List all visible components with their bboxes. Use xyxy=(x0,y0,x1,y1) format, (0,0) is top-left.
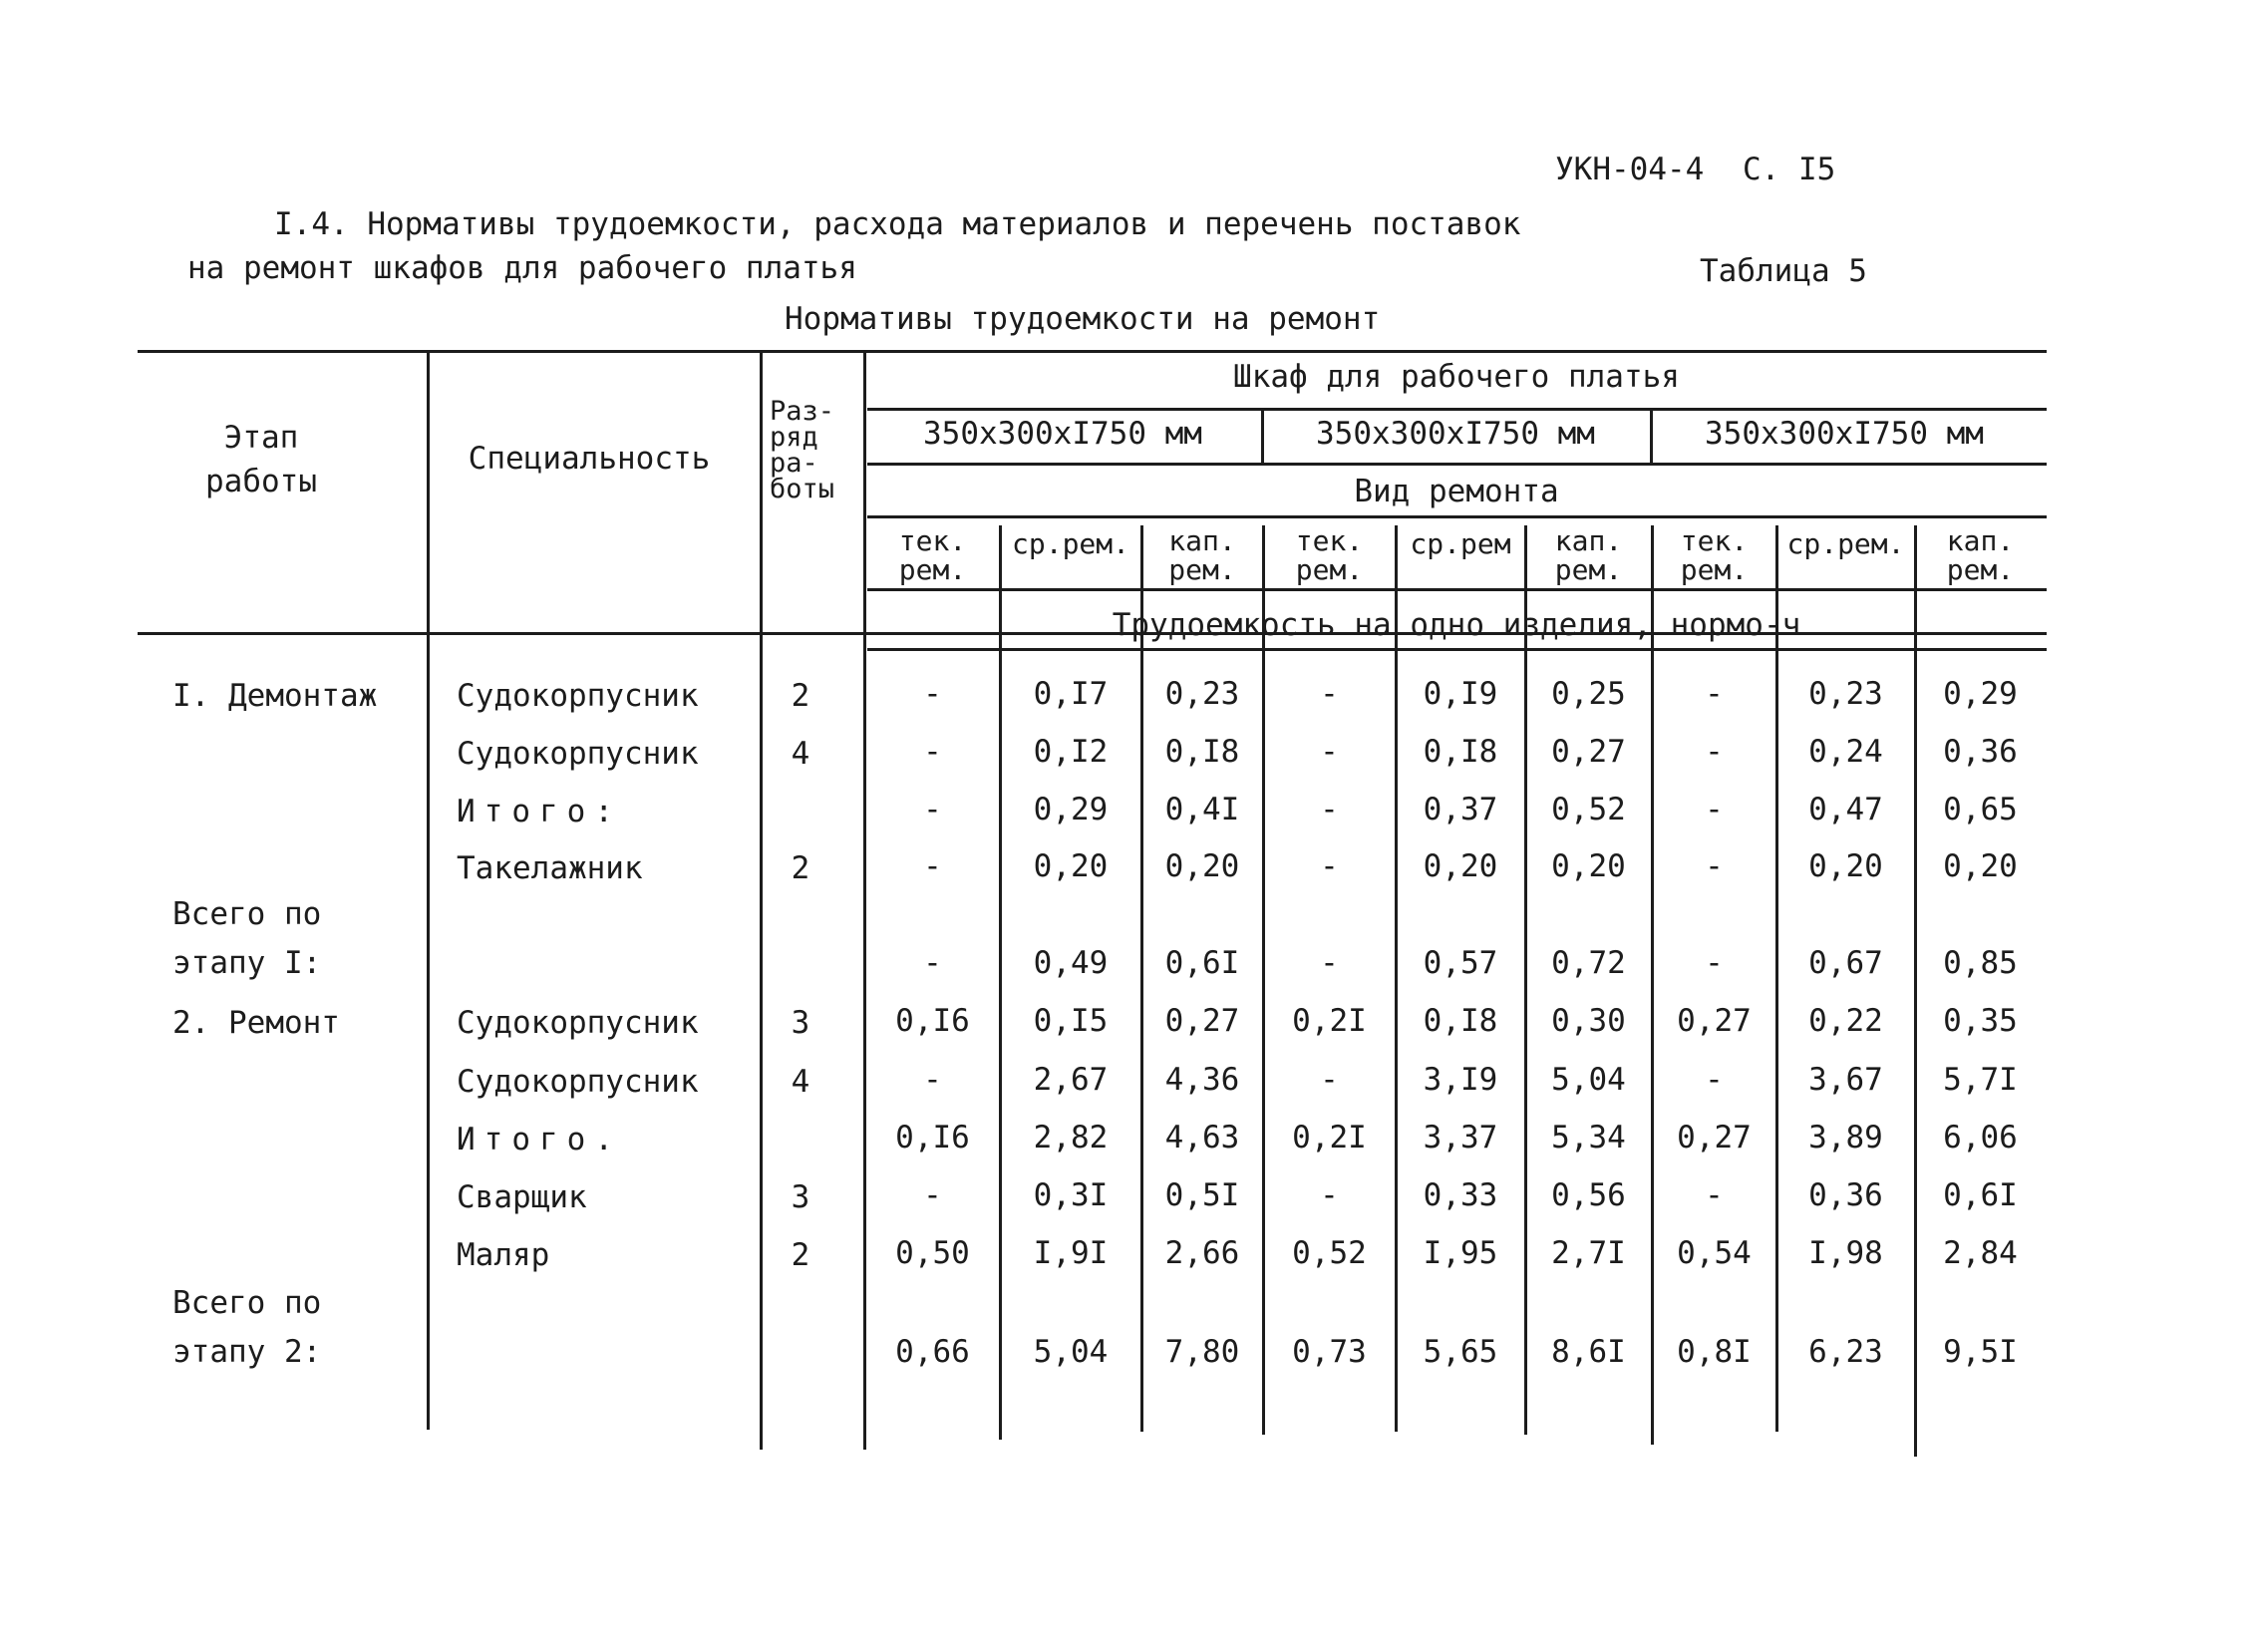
value-cell: 0,33 xyxy=(1423,1177,1498,1213)
value-cell: 0,23 xyxy=(1164,676,1240,712)
value-cell: 0,20 xyxy=(1551,848,1626,884)
value-cell: 0,72 xyxy=(1551,945,1626,981)
value-cell: 0,36 xyxy=(1808,1177,1883,1213)
value-cell: 8,6I xyxy=(1551,1334,1626,1370)
value-cell: - xyxy=(1705,1177,1724,1213)
value-cell: - xyxy=(1320,734,1339,770)
specialty-cell: Судокорпусник xyxy=(457,1064,699,1100)
value-cell: 4,36 xyxy=(1164,1062,1240,1098)
value-cell: 0,66 xyxy=(895,1334,970,1370)
value-cell: 2,7I xyxy=(1551,1235,1626,1271)
value-cell: 0,50 xyxy=(895,1235,970,1271)
repair-type-header: Вид ремонта xyxy=(1354,474,1559,509)
value-cell: 0,56 xyxy=(1551,1177,1626,1213)
repair-kind-header xyxy=(899,526,966,584)
value-cell: 0,6I xyxy=(1164,945,1240,981)
value-cell: 0,27 xyxy=(1551,734,1626,770)
value-cell: 0,23 xyxy=(1808,676,1883,712)
repair-kind-line: тек. xyxy=(1295,524,1364,557)
value-cell: 0,20 xyxy=(1033,848,1109,884)
value-cell: - xyxy=(1705,734,1724,770)
stage-cell: Всего по xyxy=(172,1285,322,1321)
grade-cell: 2 xyxy=(791,678,810,714)
cabinet-header: Шкаф для рабочего платья xyxy=(1233,359,1680,395)
value-cell: 5,65 xyxy=(1423,1334,1498,1370)
value-cell: 0,27 xyxy=(1677,1003,1752,1039)
stage-cell: 2. Ремонт xyxy=(172,1005,340,1041)
repair-kind-line: рем. xyxy=(1295,553,1364,586)
specialty-cell: Такелажник xyxy=(457,850,643,886)
section-heading: I.4. Нормативы трудоемкости, расхода материалов и перечень поставок xyxy=(274,206,1521,242)
grade-cell: 3 xyxy=(791,1179,810,1215)
repair-kind-header xyxy=(1786,529,1904,558)
value-cell: - xyxy=(1320,676,1339,712)
value-cell: 0,47 xyxy=(1808,792,1883,827)
table-label: Таблица 5 xyxy=(1700,253,1867,289)
value-cell: 0,36 xyxy=(1943,734,2018,770)
stage-header: Этап работы xyxy=(205,420,317,499)
repair-kind-line: ср.рем xyxy=(1410,527,1511,560)
value-cell: 0,54 xyxy=(1677,1235,1752,1271)
value-cell: - xyxy=(1705,1062,1724,1098)
repair-kind-line: тек. xyxy=(898,524,967,557)
repair-kind-header xyxy=(1410,529,1510,558)
value-cell: 0,27 xyxy=(1164,1003,1240,1039)
value-cell: 2,82 xyxy=(1033,1120,1109,1156)
cabinet-size: 350х300хI750 мм xyxy=(1316,416,1595,452)
specialty-header: Специальность xyxy=(468,441,711,477)
value-cell: 0,I6 xyxy=(895,1003,970,1039)
value-cell: 0,20 xyxy=(1808,848,1883,884)
value-cell: 0,I7 xyxy=(1033,676,1109,712)
value-cell: 0,73 xyxy=(1292,1334,1367,1370)
repair-kind-line: рем. xyxy=(1946,553,2015,586)
repair-kind-header xyxy=(1296,526,1363,584)
value-cell: 0,6I xyxy=(1943,1177,2018,1213)
cabinet-size: 350х300хI750 мм xyxy=(1705,416,1984,452)
column-divider xyxy=(1524,525,1527,1435)
unit-header: Трудоемкость на одно изделия, нормо-ч xyxy=(1112,607,1801,643)
value-cell: 9,5I xyxy=(1943,1334,2018,1370)
value-cell: 4,63 xyxy=(1164,1120,1240,1156)
value-cell: 0,22 xyxy=(1808,1003,1883,1039)
cabinet-size: 350х300хI750 мм xyxy=(923,416,1202,452)
column-divider xyxy=(1140,525,1143,1432)
value-cell: 5,04 xyxy=(1551,1062,1626,1098)
value-cell: I,9I xyxy=(1033,1235,1109,1271)
value-cell: 5,34 xyxy=(1551,1120,1626,1156)
value-cell: 0,5I xyxy=(1164,1177,1240,1213)
stage-cell: этапу 2: xyxy=(172,1334,322,1370)
value-cell: 0,29 xyxy=(1033,792,1109,827)
value-cell: 0,20 xyxy=(1164,848,1240,884)
value-cell: 6,23 xyxy=(1808,1334,1883,1370)
value-cell: - xyxy=(923,1062,942,1098)
value-cell: 0,52 xyxy=(1292,1235,1367,1271)
repair-kind-line: кап. xyxy=(1946,524,2015,557)
value-cell: 0,29 xyxy=(1943,676,2018,712)
doc-code: УКН-04-4 xyxy=(1555,152,1705,187)
repair-kind-header xyxy=(1555,526,1622,584)
repair-kind-line: рем. xyxy=(1168,553,1236,586)
value-cell: 0,24 xyxy=(1808,734,1883,770)
section-heading-cont: на ремонт шкафов для рабочего платья xyxy=(187,250,857,286)
repair-kind-line: ср.рем. xyxy=(1786,527,1905,560)
value-cell: 0,35 xyxy=(1943,1003,2018,1039)
grade-cell: 3 xyxy=(791,1005,810,1041)
value-cell: 0,52 xyxy=(1551,792,1626,827)
column-divider xyxy=(1262,525,1265,1435)
value-cell: - xyxy=(923,734,942,770)
grade-cell: 4 xyxy=(791,736,810,772)
repair-kind-header xyxy=(1012,529,1129,558)
column-divider xyxy=(999,525,1002,1440)
value-cell: - xyxy=(923,1177,942,1213)
stage-cell: Всего по xyxy=(172,896,322,932)
specialty-cell: Итого. xyxy=(457,1122,622,1157)
value-cell: 0,57 xyxy=(1423,945,1498,981)
grade-cell: 4 xyxy=(791,1064,810,1100)
table-title: Нормативы трудоемкости на ремонт xyxy=(785,301,1381,337)
specialty-cell: Итого: xyxy=(457,794,622,829)
value-cell: - xyxy=(923,676,942,712)
value-cell: 3,89 xyxy=(1808,1120,1883,1156)
specialty-cell: Судокорпусник xyxy=(457,678,699,714)
repair-kind-header xyxy=(1168,526,1235,584)
value-cell: 0,3I xyxy=(1033,1177,1109,1213)
column-divider xyxy=(1775,525,1778,1432)
value-cell: 0,I9 xyxy=(1423,676,1498,712)
value-cell: 0,85 xyxy=(1943,945,2018,981)
value-cell: - xyxy=(1320,945,1339,981)
value-cell: - xyxy=(923,945,942,981)
value-cell: - xyxy=(1320,1062,1339,1098)
value-cell: 0,65 xyxy=(1943,792,2018,827)
value-cell: - xyxy=(1705,676,1724,712)
value-cell: 0,30 xyxy=(1551,1003,1626,1039)
page-number: С. I5 xyxy=(1743,152,1836,187)
value-cell: 3,67 xyxy=(1808,1062,1883,1098)
repair-kind-line: рем. xyxy=(1680,553,1749,586)
grade-cell: 2 xyxy=(791,1237,810,1273)
value-cell: - xyxy=(1705,945,1724,981)
value-cell: I,98 xyxy=(1808,1235,1883,1271)
value-cell: 0,2I xyxy=(1292,1003,1367,1039)
value-cell: 6,06 xyxy=(1943,1120,2018,1156)
column-divider xyxy=(1395,525,1398,1432)
stage-cell: этапу I: xyxy=(172,945,322,981)
value-cell: 0,8I xyxy=(1677,1334,1752,1370)
grade-cell: 2 xyxy=(791,850,810,886)
value-cell: - xyxy=(1320,792,1339,827)
value-cell: 0,I8 xyxy=(1423,734,1498,770)
stage-cell: I. Демонтаж xyxy=(172,678,378,714)
value-cell: 0,4I xyxy=(1164,792,1240,827)
value-cell: 0,67 xyxy=(1808,945,1883,981)
value-cell: 0,2I xyxy=(1292,1120,1367,1156)
value-cell: 0,I5 xyxy=(1033,1003,1109,1039)
column-divider xyxy=(1651,525,1654,1445)
value-cell: - xyxy=(923,792,942,827)
value-cell: 0,37 xyxy=(1423,792,1498,827)
value-cell: - xyxy=(1320,848,1339,884)
value-cell: 3,37 xyxy=(1423,1120,1498,1156)
value-cell: 0,27 xyxy=(1677,1120,1752,1156)
repair-kind-line: кап. xyxy=(1168,524,1236,557)
value-cell: 7,80 xyxy=(1164,1334,1240,1370)
value-cell: 2,67 xyxy=(1033,1062,1109,1098)
repair-kind-header xyxy=(1947,526,2014,584)
specialty-cell: Судокорпусник xyxy=(457,736,699,772)
grade-header: Раз- ряд ра- боты xyxy=(770,396,835,504)
value-cell: - xyxy=(1705,792,1724,827)
value-cell: 3,I9 xyxy=(1423,1062,1498,1098)
specialty-cell: Маляр xyxy=(457,1237,550,1273)
column-divider xyxy=(1914,525,1917,1457)
value-cell: - xyxy=(923,848,942,884)
value-cell: 2,84 xyxy=(1943,1235,2018,1271)
value-cell: - xyxy=(1705,848,1724,884)
value-cell: 0,49 xyxy=(1033,945,1109,981)
repair-kind-header xyxy=(1681,526,1748,584)
specialty-cell: Сварщик xyxy=(457,1179,587,1215)
value-cell: 5,7I xyxy=(1943,1062,2018,1098)
repair-kind-line: рем. xyxy=(898,553,967,586)
value-cell: 0,20 xyxy=(1423,848,1498,884)
value-cell: 0,I2 xyxy=(1033,734,1109,770)
value-cell: 0,I8 xyxy=(1164,734,1240,770)
value-cell: 0,20 xyxy=(1943,848,2018,884)
value-cell: 2,66 xyxy=(1164,1235,1240,1271)
repair-kind-line: тек. xyxy=(1680,524,1749,557)
repair-kind-line: рем. xyxy=(1554,553,1623,586)
value-cell: - xyxy=(1320,1177,1339,1213)
value-cell: 0,I8 xyxy=(1423,1003,1498,1039)
value-cell: 0,25 xyxy=(1551,676,1626,712)
specialty-cell: Судокорпусник xyxy=(457,1005,699,1041)
repair-kind-line: кап. xyxy=(1554,524,1623,557)
value-cell: 5,04 xyxy=(1033,1334,1109,1370)
value-cell: 0,I6 xyxy=(895,1120,970,1156)
value-cell: I,95 xyxy=(1423,1235,1498,1271)
repair-kind-line: ср.рем. xyxy=(1011,527,1130,560)
